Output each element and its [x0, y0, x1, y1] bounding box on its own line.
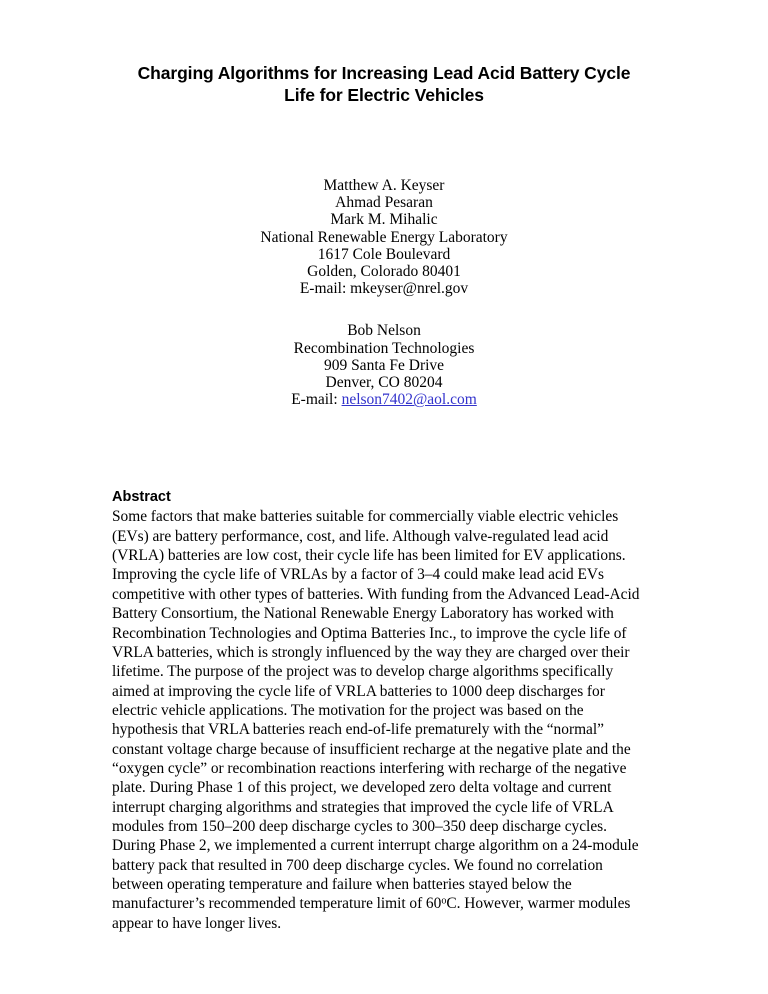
author-block-primary — [112, 106, 656, 297]
author-name-pesaran: Ahmad Pesaran — [335, 194, 433, 212]
author-name-nelson: Bob Nelson — [347, 322, 421, 340]
author-block-secondary — [112, 297, 656, 408]
address-street-nrel: 1617 Cole Boulevard — [317, 245, 451, 263]
degree-symbol: o — [441, 896, 447, 908]
affiliation-recombination: Recombination Technologies — [293, 339, 475, 357]
title-line-1: Charging Algorithms for Increasing Lead Acid Battery Cycle — [137, 63, 631, 83]
email-link-nelson[interactable]: nelson7402@aol.com — [341, 391, 477, 409]
abstract-text-part-1: Some factors that make batteries suitable for commercially viable electric vehicles (EVs) are battery performance, cost, and life. Although valve-regulated lead acid (VRLA) batteries are low cost, their cycle life has been limited for EV applications. Improving the cycle life of VRLAs by a factor of 3–4 could make lead acid EVs competitive with other types of batteries. With funding from the Advanced Lead-Acid Battery Consortium, the National Renewable Energy Laboratory has worked with Recombination Technologies and Optima Batteries Inc., to improve the cycle life of VRLA batteries, which is strongly influenced by the way they are charged over their lifetime. The purpose of the project was to develop charge algorithms specifically aimed at improving the cycle life of VRLA batteries to 1000 deep discharges for electric vehicle applications. The motivation for the project was based on the hypothesis that VRLA batteries reach end-of-life prematurely with the “normal” constant voltage charge because of insufficient recharge at the negative plate and the “oxygen cycle” or recombination reactions interfering with recharge of the negative plate. During Phase 1 of this project, we developed zero delta voltage and current interrupt charging algorithms and strategies that improved the cycle life of VRLA modules from 150–200 deep discharge cycles to 300–350 deep discharge cycles. During Phase 2, we implemented a current interrupt charge algorithm on a 24-module battery pack that resulted in 700 deep discharge cycles. We found no correlation between operating temperature and failure when batteries stayed below the manufacturer’s recommended temperature limit of 60 — [112, 508, 640, 913]
affiliation-nrel: National Renewable Energy Laboratory — [260, 228, 508, 246]
abstract-heading: Abstract — [112, 489, 171, 506]
abstract-section — [112, 408, 656, 933]
abstract-body — [112, 507, 652, 933]
address-city-recombination: Denver, CO 80204 — [325, 374, 443, 392]
address-street-recombination: 909 Santa Fe Drive — [323, 356, 445, 374]
email-nrel: E-mail: mkeyser@nrel.gov — [299, 280, 469, 298]
address-city-nrel: Golden, Colorado 80401 — [307, 263, 461, 281]
abstract-text-part-2: C. However, warmer modules appear to have longer lives. — [112, 895, 631, 932]
page-title — [112, 0, 656, 106]
author-name-keyser: Matthew A. Keyser — [323, 177, 445, 194]
email-recombination-line — [112, 391, 656, 408]
title-line-2: Life for Electric Vehicles — [284, 85, 484, 105]
author-name-mihalic: Mark M. Mihalic — [330, 211, 438, 229]
email-label-prefix: E-mail: — [291, 391, 342, 409]
